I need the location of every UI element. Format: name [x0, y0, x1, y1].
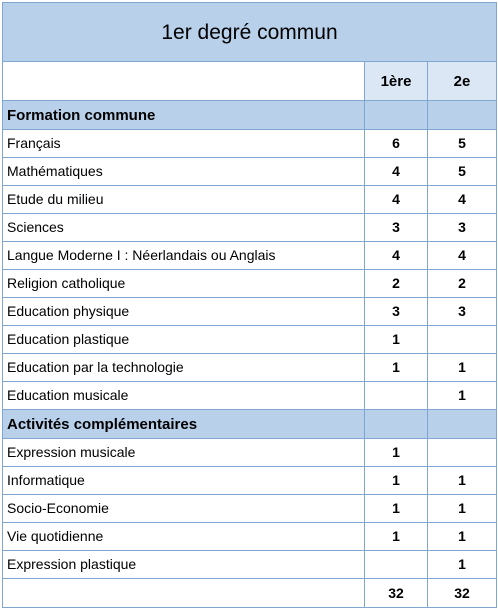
- hours-1ere: 2: [365, 270, 428, 298]
- hours-2e: 1: [428, 354, 497, 382]
- hours-2e: 3: [428, 298, 497, 326]
- subject-label: Mathématiques: [3, 158, 365, 186]
- table-row: [3, 242, 497, 270]
- subject-label: Langue Moderne I : Néerlandais ou Anglais: [3, 242, 365, 270]
- hours-1ere: [365, 382, 428, 410]
- title-row: [3, 3, 497, 62]
- hours-2e: 4: [428, 186, 497, 214]
- section-empty-cell: [428, 101, 497, 130]
- hours-2e: 1: [428, 495, 497, 523]
- table-row: [3, 186, 497, 214]
- hours-1ere: [365, 551, 428, 579]
- hours-1ere: 1: [365, 354, 428, 382]
- section-heading: Formation commune: [3, 101, 365, 130]
- hours-1ere: 4: [365, 158, 428, 186]
- table-row: [3, 439, 497, 467]
- subject-label: Expression plastique: [3, 551, 365, 579]
- hours-1ere: 1: [365, 467, 428, 495]
- subject-label: Vie quotidienne: [3, 523, 365, 551]
- column-header-2e: 2e: [428, 62, 497, 101]
- total-1ere: 32: [365, 579, 428, 608]
- section-empty-cell: [365, 410, 428, 439]
- subject-label: Expression musicale: [3, 439, 365, 467]
- hours-2e: 1: [428, 467, 497, 495]
- subject-label: Sciences: [3, 214, 365, 242]
- totals-label: [3, 579, 365, 608]
- table-row: [3, 326, 497, 354]
- subject-label: Socio-Economie: [3, 495, 365, 523]
- hours-1ere: 3: [365, 298, 428, 326]
- table-row: [3, 523, 497, 551]
- subject-label: Education physique: [3, 298, 365, 326]
- hours-1ere: 4: [365, 186, 428, 214]
- column-header-row: [3, 62, 497, 101]
- table-row: [3, 467, 497, 495]
- hours-2e: 3: [428, 214, 497, 242]
- subject-label: Education plastique: [3, 326, 365, 354]
- schedule-table: [2, 2, 497, 608]
- table-row: [3, 354, 497, 382]
- table-row: [3, 495, 497, 523]
- table-title: 1er degré commun: [3, 3, 497, 62]
- hours-1ere: 1: [365, 523, 428, 551]
- hours-2e: 5: [428, 158, 497, 186]
- table-row: [3, 214, 497, 242]
- subject-label: Education par la technologie: [3, 354, 365, 382]
- hours-1ere: 1: [365, 326, 428, 354]
- schedule-table-container: [2, 2, 496, 608]
- hours-2e: 1: [428, 382, 497, 410]
- section-empty-cell: [365, 101, 428, 130]
- table-row: [3, 158, 497, 186]
- hours-2e: 1: [428, 551, 497, 579]
- section-heading: Activités complémentaires: [3, 410, 365, 439]
- hours-2e: [428, 439, 497, 467]
- hours-1ere: 1: [365, 439, 428, 467]
- subject-label: Français: [3, 130, 365, 158]
- subject-label: Religion catholique: [3, 270, 365, 298]
- hours-2e: 5: [428, 130, 497, 158]
- subject-label: Informatique: [3, 467, 365, 495]
- hours-2e: 4: [428, 242, 497, 270]
- hours-2e: [428, 326, 497, 354]
- total-2e: 32: [428, 579, 497, 608]
- hours-2e: 1: [428, 523, 497, 551]
- hours-1ere: 3: [365, 214, 428, 242]
- table-row: [3, 298, 497, 326]
- section-header-row: [3, 410, 497, 439]
- column-header-empty: [3, 62, 365, 101]
- hours-1ere: 1: [365, 495, 428, 523]
- subject-label: Etude du milieu: [3, 186, 365, 214]
- section-header-row: [3, 101, 497, 130]
- hours-1ere: 6: [365, 130, 428, 158]
- subject-label: Education musicale: [3, 382, 365, 410]
- table-row: [3, 270, 497, 298]
- hours-1ere: 4: [365, 242, 428, 270]
- column-header-1ere: 1ère: [365, 62, 428, 101]
- table-row: [3, 551, 497, 579]
- table-row: [3, 130, 497, 158]
- section-empty-cell: [428, 410, 497, 439]
- totals-row: [3, 579, 497, 608]
- table-row: [3, 382, 497, 410]
- hours-2e: 2: [428, 270, 497, 298]
